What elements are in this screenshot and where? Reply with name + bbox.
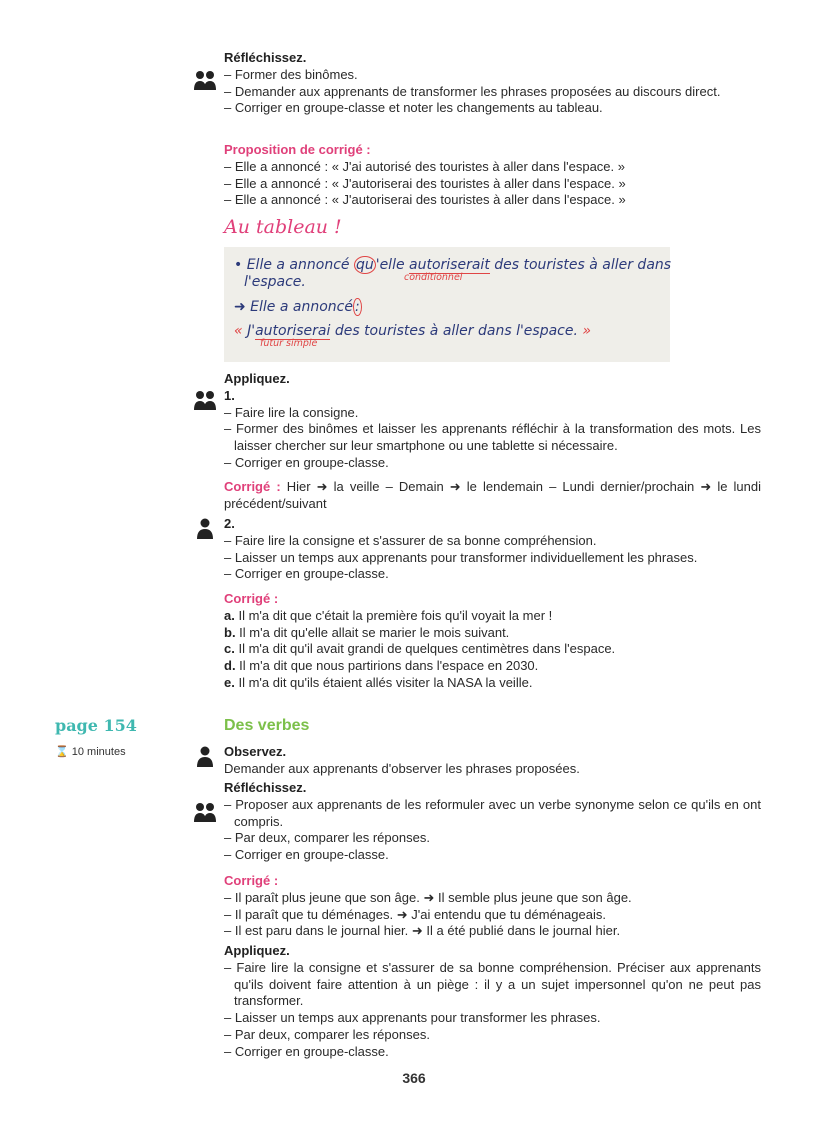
step-number: 2. (224, 516, 235, 531)
proposition-corrige-block (224, 142, 761, 209)
list-item: – Former des binômes et laisser les apprenants réfléchir à la transformation des mots. Les laisser chercher sur leur smartphone ou une tablette si nécessaire. (224, 421, 761, 454)
pair-work-icon (193, 70, 217, 92)
annotation-futur-simple: futur simple (260, 338, 318, 349)
list-item: – Faire lire la consigne et s'assurer de sa bonne compréhension. (224, 532, 597, 548)
annotation-conditionnel: conditionnel (404, 272, 463, 283)
list-item: Demander aux apprenants d'observer les phrases proposées. (224, 760, 580, 776)
corrige-1 (224, 479, 761, 513)
page-reference: page 154 (55, 716, 137, 735)
block-heading: Corrigé : (224, 591, 279, 606)
answer-text: Il m'a dit que c'était la première fois qu'il voyait la mer ! (234, 607, 553, 623)
block-heading: Proposition de corrigé : (224, 142, 371, 157)
list-item: – Par deux, comparer les réponses. (224, 1026, 430, 1042)
quote-close: » (582, 323, 592, 339)
au-tableau-title: Au tableau ! (224, 216, 342, 238)
answer-item (224, 641, 761, 658)
quote-open: « (234, 323, 248, 339)
appliquez-2-block (224, 516, 761, 583)
pair-work-icon (193, 802, 217, 824)
block-heading: Réfléchissez. (224, 50, 307, 65)
pair-work-icon (193, 390, 217, 412)
list-item: – Corriger en groupe-classe et noter les changements au tableau. (224, 100, 603, 116)
duration-text: 10 minutes (71, 746, 126, 758)
answer-item (224, 625, 761, 642)
board-line-3 (234, 299, 362, 315)
board-line-1 (234, 257, 671, 273)
block-heading: Corrigé : (224, 873, 279, 888)
answer-item (224, 675, 761, 692)
list-item: – Former des binômes. (224, 66, 358, 82)
answer-item (224, 658, 761, 675)
text: J' (247, 323, 256, 339)
list-item: – Par deux, comparer les réponses. (224, 830, 430, 846)
block-heading: Observez. (224, 744, 287, 759)
page-number: 366 (402, 1070, 426, 1086)
hourglass-icon: ⌛ (55, 746, 69, 758)
list-item: – Proposer aux apprenants de les reformuler avec un verbe synonyme selon ce qu'ils en ont compris. (224, 796, 761, 829)
list-item: – Elle a annoncé : « J'autoriserai des touristes à aller dans l'espace. » (224, 192, 626, 208)
list-item: – Elle a annoncé : « J'autoriserai des touristes à aller dans l'espace. » (224, 175, 626, 191)
individual-work-icon (193, 746, 217, 768)
list-item: – Corriger en groupe-classe. (224, 454, 389, 470)
list-item: – Demander aux apprenants de transformer les phrases proposées au discours direct. (224, 83, 721, 99)
list-item: – Corriger en groupe-classe. (224, 847, 389, 863)
circled-word: qu (355, 257, 374, 273)
section-title: Des verbes (224, 717, 310, 734)
answer-item (224, 608, 761, 625)
board-box (224, 247, 670, 362)
observez-block (224, 744, 761, 778)
corrige-text: Hier ➜ la veille – Demain ➜ le lendemain – Lundi dernier/prochain ➜ le lundi précédent/suivant (224, 479, 761, 511)
answer-letter: a. (224, 607, 235, 623)
text: • Elle a annoncé (234, 257, 354, 273)
list-item: – Faire lire la consigne et s'assurer de sa bonne compréhension. Préciser aux apprenants qu'ils doivent faire attention à un piège : il y a un sujet impersonnel qu'on ne peut pas transformer. (224, 959, 761, 1009)
list-item: – Corriger en groupe-classe. (224, 566, 389, 582)
answer-letter: b. (224, 624, 236, 640)
individual-work-icon (193, 518, 217, 540)
list-item: – Il est paru dans le journal hier. ➜ Il a été publié dans le journal hier. (224, 923, 621, 939)
reflechissez-2-block (224, 780, 761, 864)
text: des touristes à aller dans l'espace. (330, 323, 583, 339)
list-item: – Laisser un temps aux apprenants pour transformer les phrases. (224, 1010, 601, 1026)
corrige-label: Corrigé : (224, 479, 281, 494)
answer-text: Il m'a dit qu'elle allait se marier le mois suivant. (235, 624, 510, 640)
answer-text: Il m'a dit qu'il avait grandi de quelques centimètres dans l'espace. (234, 641, 616, 657)
answer-text: Il m'a dit que nous partirions dans l'espace en 2030. (235, 658, 539, 674)
step-number: 1. (224, 387, 235, 403)
reflechissez-block (224, 50, 761, 117)
board-line-4 (234, 323, 591, 339)
list-item: – Faire lire la consigne. (224, 404, 359, 420)
appliquez-3-block (224, 943, 761, 1061)
block-heading: Appliquez. (224, 371, 290, 386)
text: ➜ Elle a annoncé (234, 299, 353, 315)
corrige-3 (224, 873, 761, 940)
list-item: – Corriger en groupe-classe. (224, 1043, 389, 1059)
answer-text: Il m'a dit qu'ils étaient allés visiter la NASA la veille. (234, 674, 533, 690)
answer-letter: d. (224, 658, 236, 674)
text: des touristes à aller dans (489, 257, 672, 273)
board-line-2: l'espace. (244, 274, 306, 290)
duration (55, 745, 126, 758)
list-item: – Elle a annoncé : « J'ai autorisé des touristes à aller dans l'espace. » (224, 158, 625, 174)
list-item: – Il paraît que tu déménages. ➜ J'ai entendu que tu déménageais. (224, 906, 606, 922)
block-heading: Appliquez. (224, 943, 290, 958)
block-heading: Réfléchissez. (224, 780, 307, 795)
appliquez-1-block (224, 371, 761, 472)
text: 'elle (375, 257, 410, 273)
list-item: – Il paraît plus jeune que son âge. ➜ Il semble plus jeune que son âge. (224, 889, 632, 905)
circled-colon: : (354, 299, 360, 315)
answer-letter: c. (224, 641, 235, 657)
underlined-verb: autoriserai (255, 323, 331, 339)
underlined-verb: autoriserait (409, 257, 490, 273)
corrige-2 (224, 591, 761, 692)
answer-letter: e. (224, 674, 235, 690)
list-item: – Laisser un temps aux apprenants pour transformer individuellement les phrases. (224, 549, 698, 565)
